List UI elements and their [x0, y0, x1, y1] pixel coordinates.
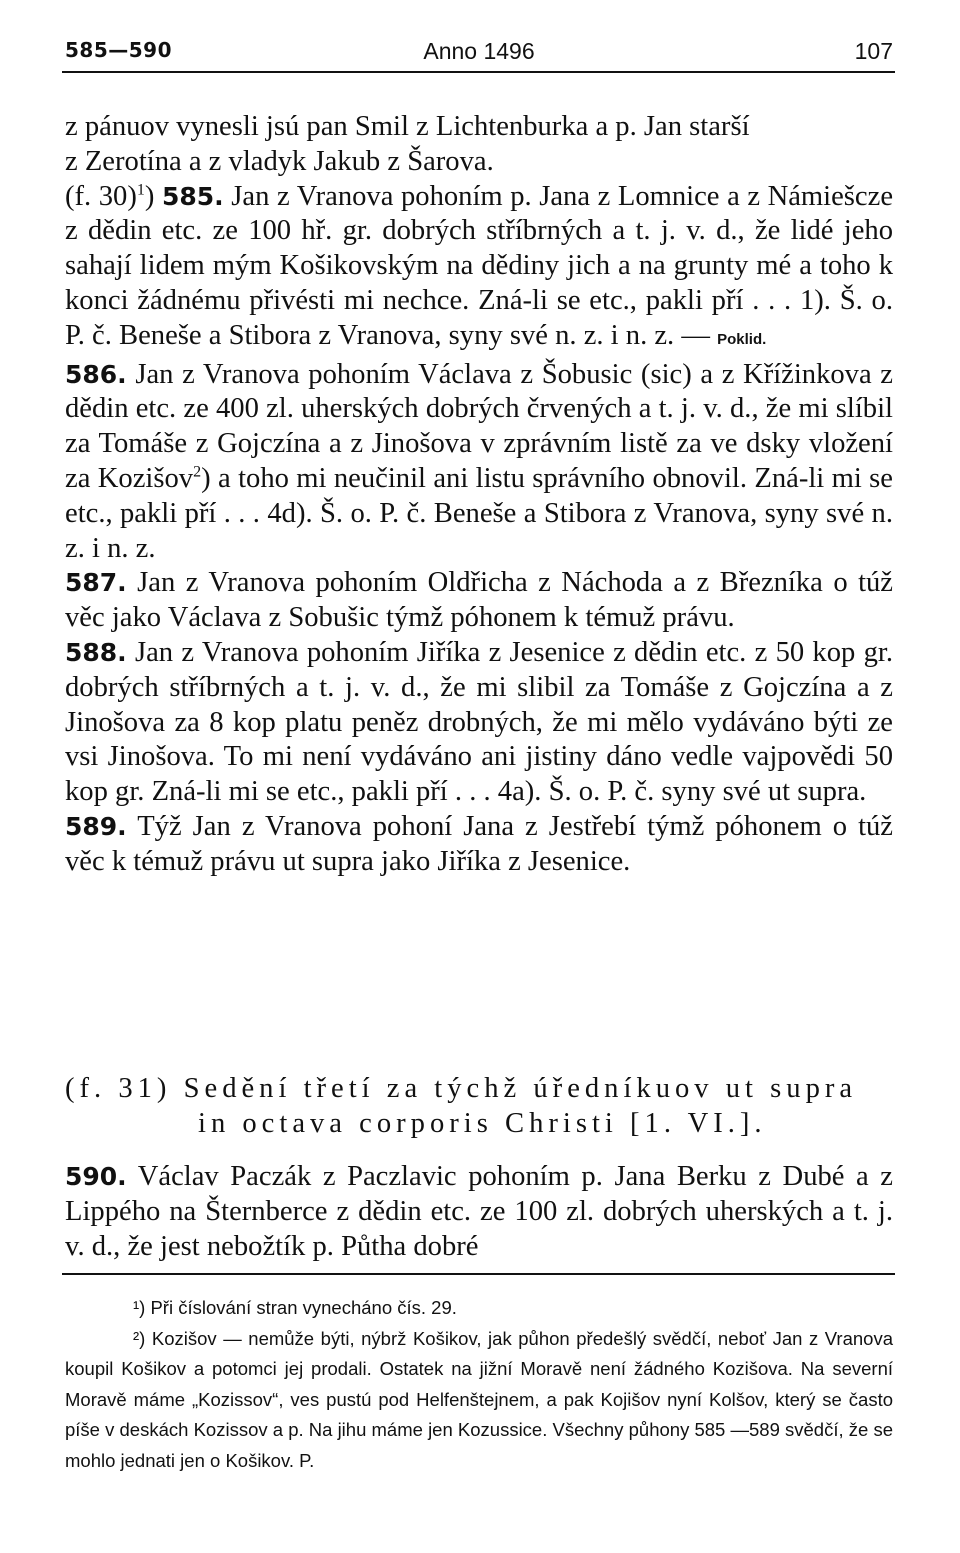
- entry-text: a toho mi neučinil ani listu správního obnovil. Zná-li mi se etc., pakli pří . . . 4d). Š. o. P. č. Beneše a Stibora z Vranova, syny své n. z. i n. z.: [65, 462, 893, 564]
- entry-number: 590.: [65, 1162, 127, 1191]
- entry-number: 588.: [65, 637, 127, 667]
- header-rule: [62, 71, 895, 73]
- footnote-ref-paren: ): [144, 180, 155, 212]
- entry-text: Jan z Vranova pohoním Jiříka z Jesenice z dědin etc. z 50 kop gr. dobrých stříbrných a t. j. v. d., že mi slibil za Tomáše z Gojczína a z Jinošova za 8 kop platu peněz drobných, že mi mělo vydáváno býti ze vsi Jinošova. To mi není vydáváno ani jistiny dáno vedle vajpovědi 50 kop gr. Zná-li mi se etc., pakli pří . . . 4a). Š. o. P. č. syny své ut supra.: [65, 636, 893, 808]
- session-heading-line: (f. 31) Sedění třetí za týchž úředníkuov ut supra: [65, 1073, 858, 1104]
- page-header: [65, 38, 893, 72]
- paragraph-continuation: [65, 110, 893, 180]
- entry-589: [65, 810, 893, 880]
- main-text: [65, 110, 893, 880]
- entry-text: Jan z Vranova pohoním Oldřicha z Náchoda a z Březníka o túž věc jako Václava z Sobušic týmž póhonem k témuž právu.: [65, 567, 894, 634]
- entry-number: 585.: [162, 181, 224, 211]
- entry-range: 585—590: [65, 38, 172, 62]
- entry-text: Jan z Vranova pohoním Václava z Šobusic (sic) a z Křížinkova z dědin etc. ze 400 zl. uherských dobrých črvených a t. j. v. d., že mi slíbil za Tomáše z Gojczína a z Jinošova v zprávním listě za ve dsky vložení za Kozišov: [65, 358, 894, 494]
- entry-note: Poklid.: [717, 330, 767, 348]
- entry-number: 589.: [65, 811, 127, 841]
- entry-585: [65, 180, 893, 358]
- session-heading: [65, 1072, 893, 1142]
- entry-number: 587.: [65, 568, 127, 598]
- entry-number: 586.: [65, 359, 127, 389]
- entry-590: [65, 1160, 893, 1264]
- footnote-rule: [62, 1273, 895, 1275]
- page-number: 107: [854, 38, 893, 64]
- session-heading-line: in octava corporis Christi [1. VI.].: [198, 1107, 767, 1139]
- footnote-ref: 2: [193, 463, 202, 481]
- entry-text: Týž Jan z Vranova pohoní Jana z Jestřebí týmž póhonem o túž věc k témuž právu ut supra jako Jiříka z Jesenice.: [65, 810, 893, 877]
- text-line: z Zerotína a z vladyk Jakub z Šarova.: [65, 145, 494, 177]
- footnote-ref: 1: [136, 181, 145, 199]
- entry-587: [65, 566, 893, 636]
- folio-reference: (f. 30): [65, 180, 137, 212]
- footnote-1: ¹) Při číslování stran vynecháno čís. 29.: [133, 1297, 457, 1318]
- footnote-ref-paren: ): [201, 462, 211, 494]
- entry-586: [65, 358, 893, 567]
- entry-text: Václav Paczák z Paczlavic pohoním p. Jana Berku z Dubé a z Lippého na Šternberce z dědin etc. ze 100 zl. dobrých uherských a t. j. v. d., že jest nebožtík p. Půtha dobré: [65, 1161, 893, 1262]
- footnote-2: ²) Kozišov — nemůže býti, nýbrž Košikov, jak půhon předešlý svědčí, neboť Jan z Vranova koupil Košikov a potomci jej prodali. Ostatek na jižní Moravě není žádného Kozišova. Na severní Moravě máme „Kozissov“, ves pustú pod Helfenštejnem, a pak Kojišov nyní Kolšov, který se často píše v deskách Kozissov a p. Na jihu máme jen Kozussice. Všechny půhony 585 —589 svědčí, že se mohlo jednati jen o Košikov. P.: [65, 1327, 893, 1471]
- running-title: Anno 1496: [423, 38, 535, 64]
- entry-text: Jan z Vranova pohoním p. Jana z Lomnice a z Námiešcze z dědin etc. ze 100 hř. gr. dobrých stříbrných a t. j. v. d., že lidé jeho sahají lidem mým Košikovským na dědiny jich a na grunty mé a toho k konci žádnému přivésti mi nechce. Zná-li se etc., pakli pří . . . 1). Š. o. P. č. Beneše a Stibora z Vranova, syny své n. z. i n. z. —: [65, 180, 894, 351]
- footnotes: [65, 1293, 893, 1476]
- entry-588: [65, 636, 893, 810]
- text-line: z pánuov vynesli jsú pan Smil z Lichtenburka a p. Jan starší: [65, 111, 750, 142]
